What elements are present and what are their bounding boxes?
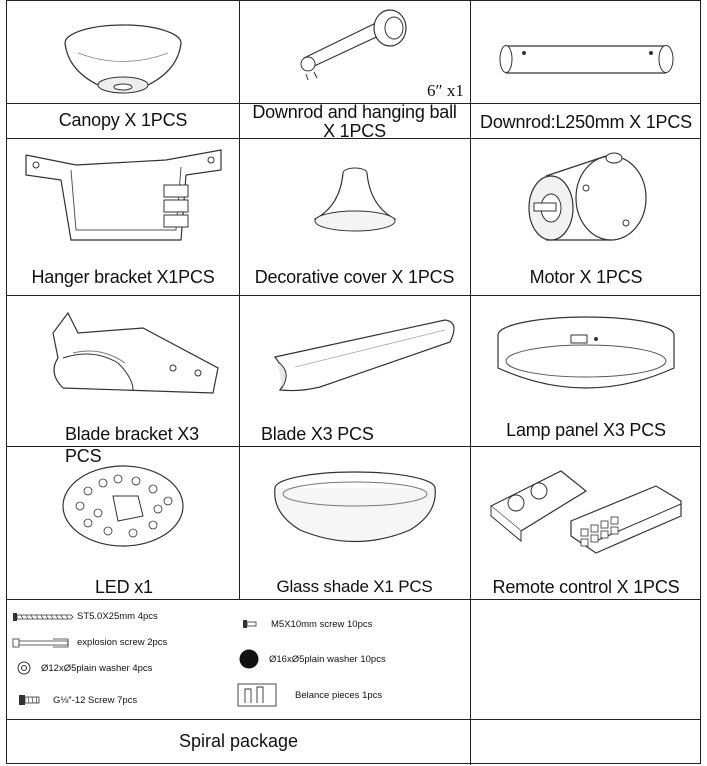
cell-motor (470, 138, 702, 295)
cell-blade-bracket (7, 295, 239, 466)
hardware-item (243, 617, 372, 631)
downrod-hanging-ball-icon (290, 8, 420, 83)
hanger-bracket-icon (16, 145, 231, 250)
black-washer-icon (239, 649, 259, 669)
led-board-icon (58, 461, 188, 551)
spiral-package-label: Spiral package (178, 731, 299, 751)
hardware-item (17, 661, 152, 675)
decorative-cover-icon (310, 161, 400, 236)
cell-downrod (470, 1, 702, 138)
hardware-label: Ø16xØ5plain washer 10pcs (269, 653, 386, 665)
item-label-blade-bracket: Blade bracket X3 PCS (65, 424, 199, 466)
balance-pieces-icon (237, 683, 277, 707)
cell-decorative-cover (239, 138, 470, 295)
hardware-item (237, 683, 382, 707)
downrod-qty: 6″ x1 (427, 81, 464, 100)
cell-lamp-panel (470, 295, 702, 446)
item-label-motor: Motor X 1PCS (529, 267, 643, 287)
cell-glass-shade (239, 446, 470, 599)
item-label-downrod: Downrod:L250mm X 1PCS (480, 112, 692, 132)
cell-downrod-hanging-ball (239, 1, 470, 141)
hardware-list (7, 607, 470, 717)
hardware-item (13, 611, 158, 622)
item-label-canopy: Canopy X 1PCS (58, 110, 188, 130)
hardware-label: ST5.0X25mm 4pcs (77, 611, 158, 622)
hardware-label: Belance pieces 1pcs (295, 689, 383, 701)
item-label-hanger-bracket: Hanger bracket X1PCS (31, 267, 215, 287)
cell-canopy (7, 1, 239, 138)
item-label-lamp-panel: Lamp panel X3 PCS (506, 420, 666, 440)
cell-blade (239, 295, 470, 446)
item-label-downrod-hanging-ball: Downrod and hanging ball (252, 102, 457, 122)
canopy-icon (58, 15, 188, 95)
hardware-label: M5X10mm screw 10pcs (271, 618, 373, 630)
item-label-glass-shade: Glass shade X1 PCS (276, 577, 433, 596)
blade-icon (250, 312, 460, 397)
grub-screw-icon (19, 693, 41, 707)
hardware-item (19, 693, 137, 707)
hardware-label: G⅛″-12 Screw 7pcs (53, 694, 138, 706)
machine-screw-icon (243, 617, 257, 631)
blade-bracket-icon (23, 308, 223, 398)
hardware-item (13, 637, 167, 648)
washer-icon (17, 661, 31, 675)
item-label-blade: Blade X3 PCS (261, 424, 374, 444)
downrod-icon (486, 31, 686, 81)
lamp-panel-icon (491, 313, 681, 398)
glass-shade-icon (260, 468, 450, 553)
item-label-remote-control: Remote control X 1PCS (492, 577, 680, 597)
cell-led (7, 446, 239, 599)
wood-screw-icon (13, 612, 73, 622)
parts-list-sheet (6, 0, 701, 764)
item-label-led: LED x1 (95, 577, 153, 597)
item-label-downrod-hanging-ball-qty: X 1PCS (323, 121, 386, 141)
item-label-decorative-cover: Decorative cover X 1PCS (254, 267, 455, 287)
hardware-label: explosion screw 2pcs (77, 637, 168, 648)
hardware-label: Ø12xØ5plain washer 4pcs (41, 662, 153, 674)
cell-hanger-bracket (7, 138, 239, 295)
motor-icon (516, 148, 656, 253)
hardware-item (239, 649, 386, 669)
cell-remote-control (470, 446, 702, 599)
remote-control-icon (481, 461, 691, 556)
expansion-screw-icon (13, 638, 73, 648)
